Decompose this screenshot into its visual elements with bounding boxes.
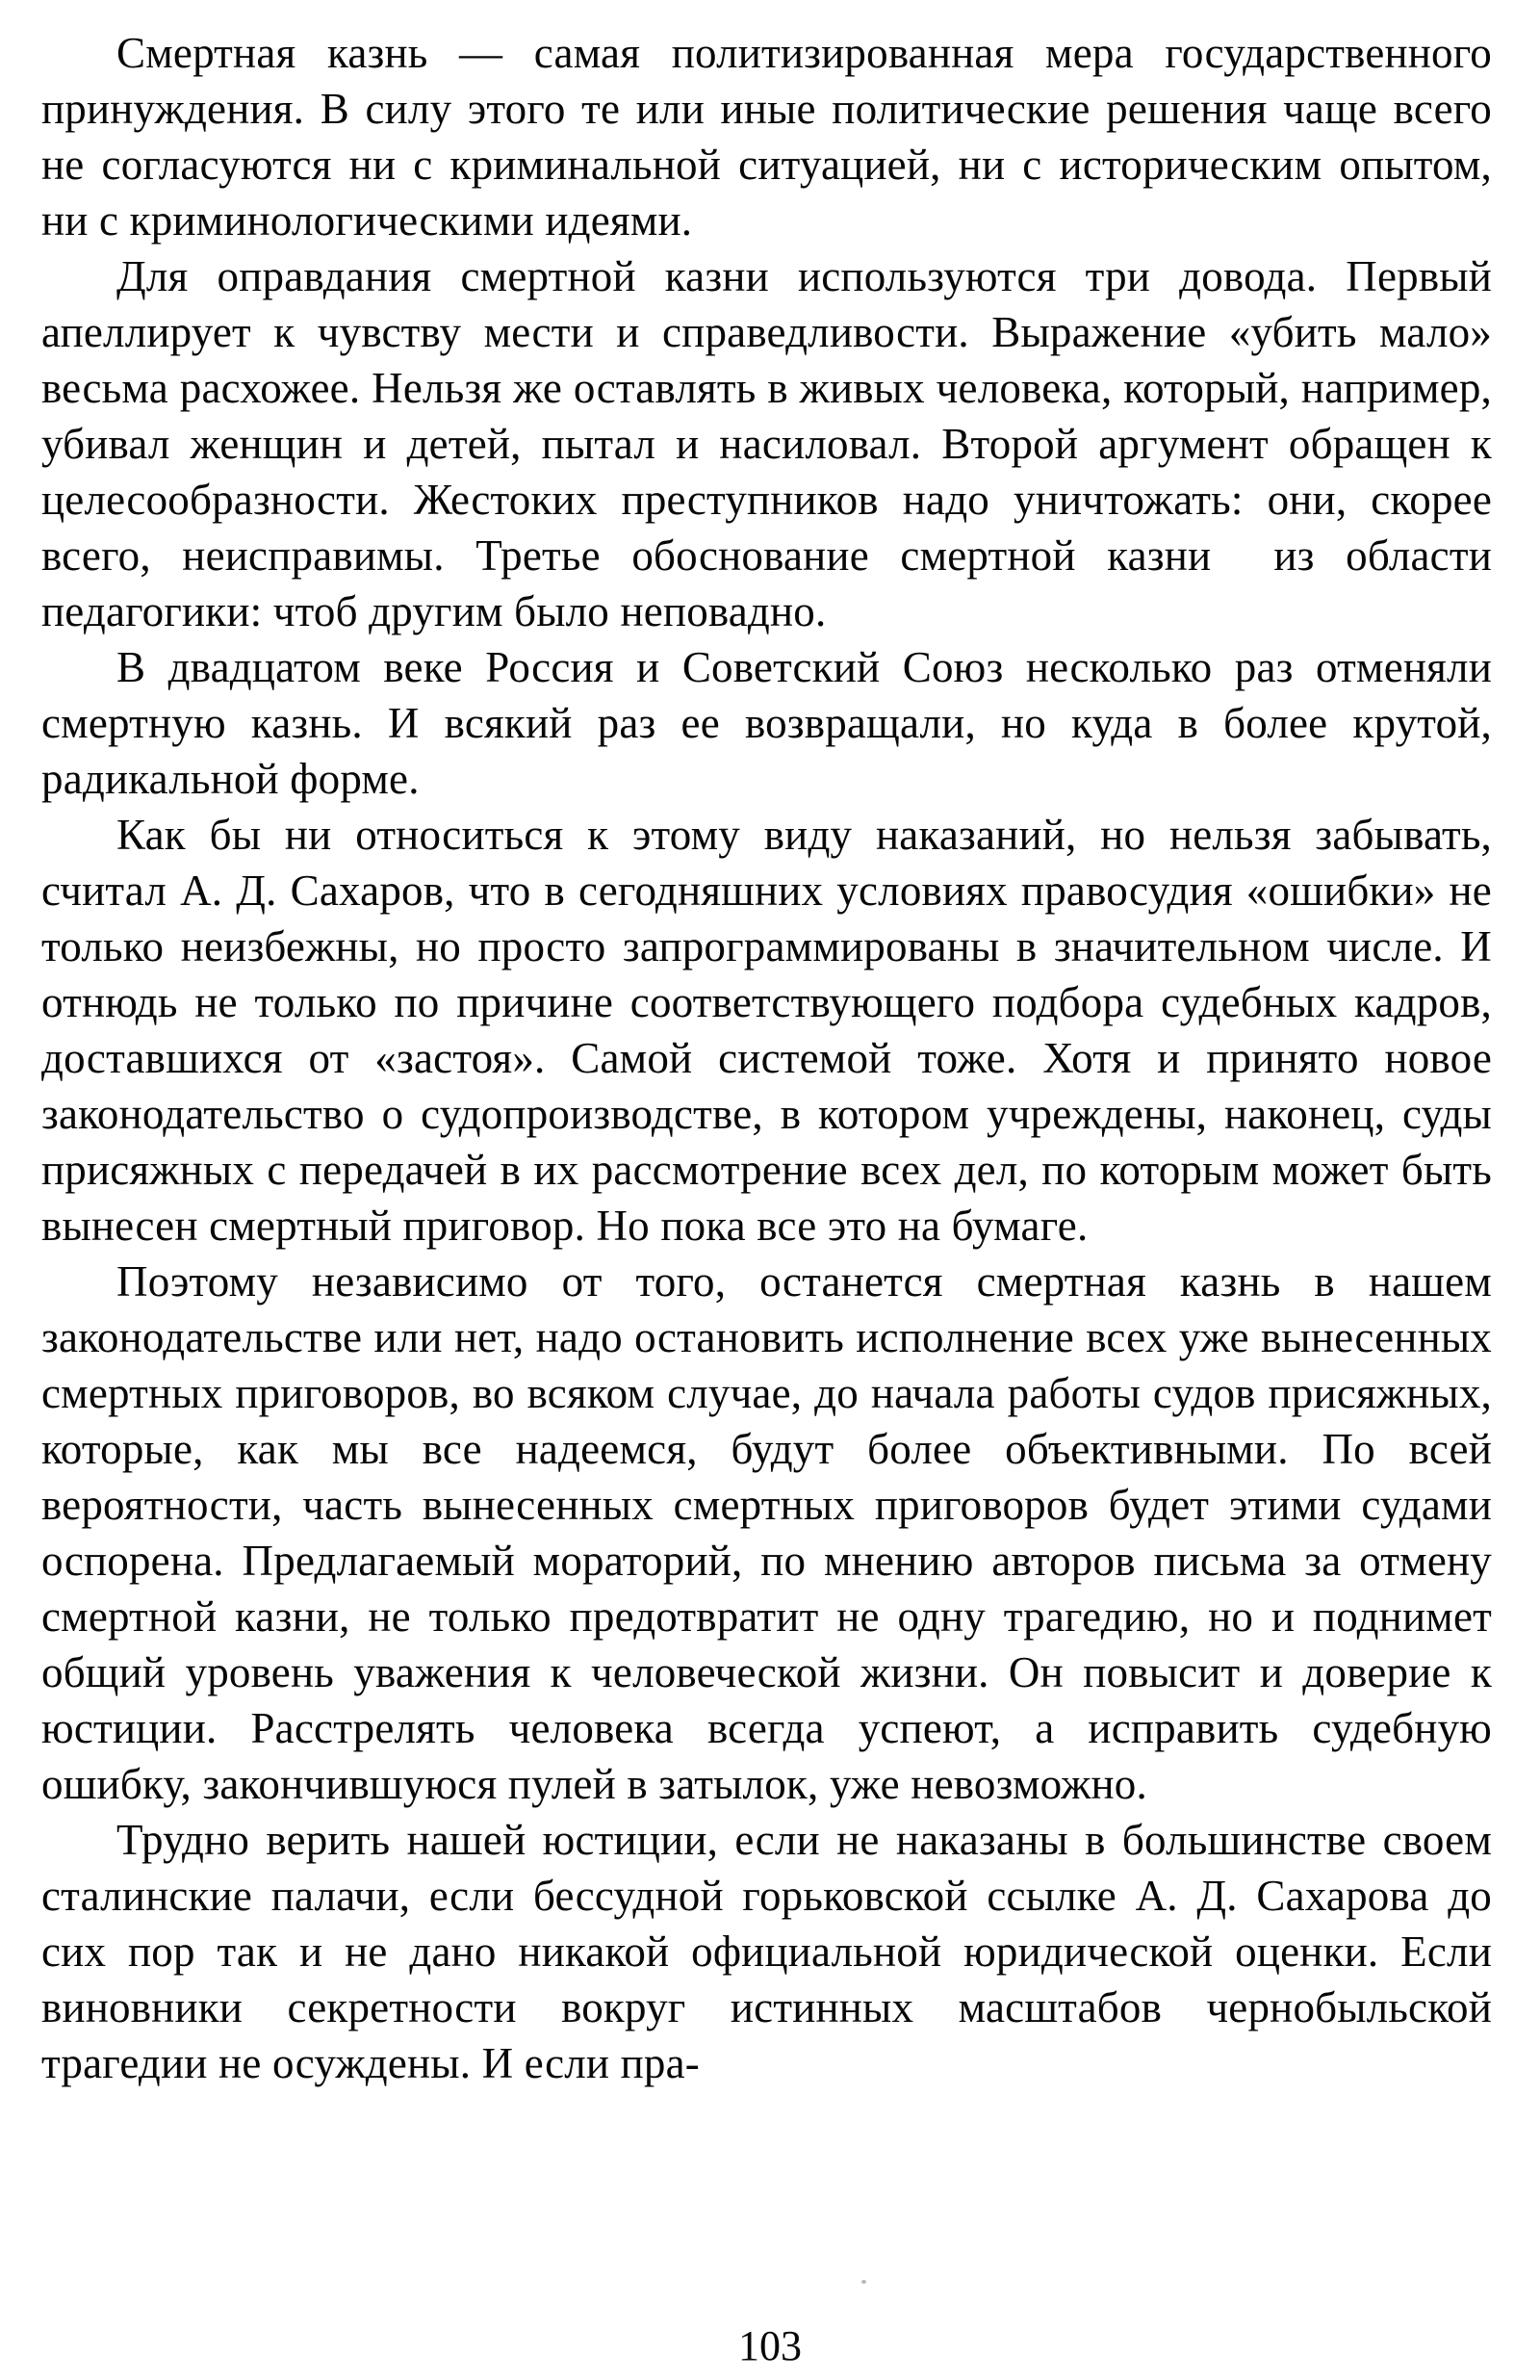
- paragraph-6: Трудно верить нашей юстиции, если не наказаны в большинстве своем сталинские палачи, если бессудной горьковской ссылке А. Д. Сахарова до сих пор так и не дано никакой официальной юридической оценки. Если виновники секретности вокруг истинных масштабов чернобыльской трагедии не осуждены. И если пра-: [41, 1816, 1492, 2087]
- paragraph-3: В двадцатом веке Россия и Советский Союз несколько раз отменяли смертную казнь. И всякий раз ее возвращали, но куда в более крутой, радикальной форме.: [41, 643, 1492, 803]
- scan-artifact-dot: [861, 2280, 866, 2284]
- paragraph-2: Для оправдания смертной казни используются три довода. Первый апеллирует к чувству мести и справедливости. Выражение «убить мало» весьма расхожее. Нельзя же оставлять в живых человека, который, например, убивал женщин и детей, пытал и насиловал. Второй аргумент обращен к целесообразности. Жестоких преступников надо уничтожать: они, скорее всего, неисправимы. Третье обоснование смертной казни из области педагогики: чтоб другим было неповадно.: [41, 252, 1492, 635]
- paragraph-5: Поэтому независимо от того, останется смертная казнь в нашем законодательстве или нет, надо остановить исполнение всех уже вынесенных смертных приговоров, во всяком случае, до начала работы судов присяжных, которые, как мы все надеемся, будут более объективными. По всей вероятности, часть вынесенных смертных приговоров будет этими судами оспорена. Предлагаемый мораторий, по мнению авторов письма за отмену смертной казни, не только предотвратит не одну трагедию, но и поднимет общий уровень уважения к человеческой жизни. Он повысит и доверие к юстиции. Расстрелять человека всегда успеют, а исправить судебную ошибку, закончившуюся пулей в затылок, уже невозможно.: [41, 1257, 1492, 1808]
- paragraph-1: Смертная казнь — самая политизированная мера государственного принуждения. В силу этого те или иные политические решения чаще всего не согласуются ни с криминальной ситуацией, ни с историческим опытом, ни с криминологическими идеями.: [41, 29, 1492, 245]
- paragraph-4: Как бы ни относиться к этому виду наказаний, но нельзя забывать, считал А. Д. Сахаров, что в сегодняшних условиях правосудия «ошибки» не только неизбежны, но просто запрограммированы в значительном числе. И отнюдь не только по причине соответствующего подбора судебных кадров, доставшихся от «застоя». Самой системой тоже. Хотя и принято новое законодательство о судопроизводстве, в котором учреждены, наконец, суды присяжных с передачей в их рассмотрение всех дел, по которым может быть вынесен смертный приговор. Но пока все это на бумаге.: [41, 811, 1492, 1250]
- page-number: 103: [738, 2322, 802, 2369]
